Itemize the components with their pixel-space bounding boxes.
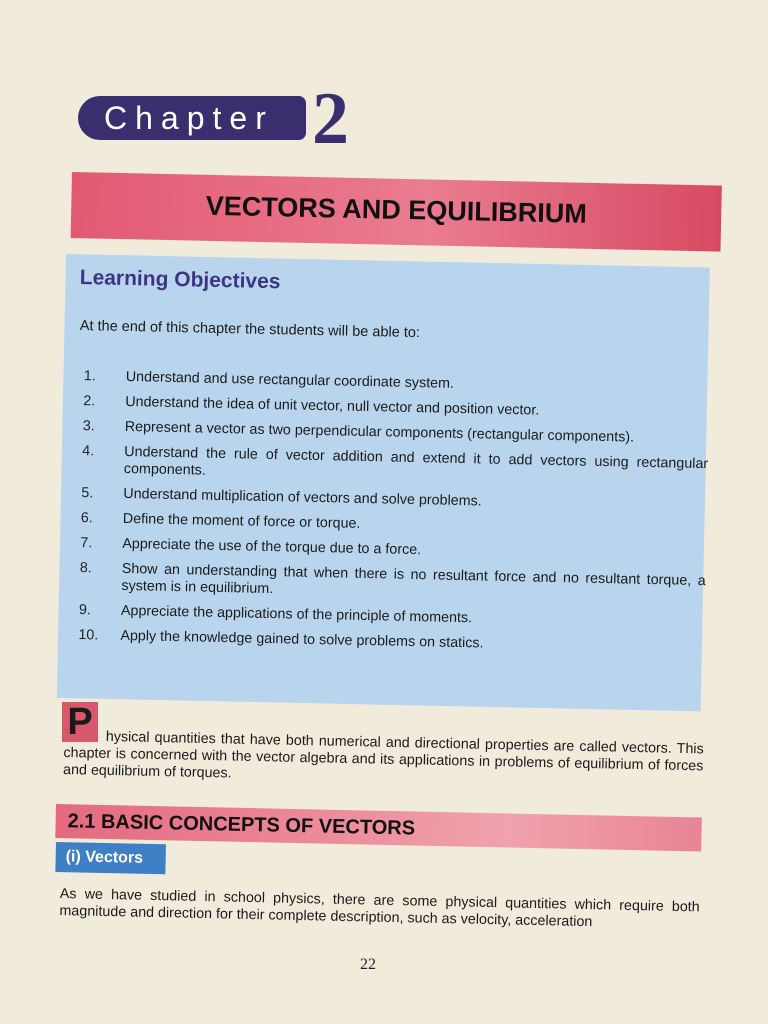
objective-text: Appreciate the use of the torque due to a force. (122, 535, 422, 559)
subsection-title: (i) Vectors (55, 842, 166, 874)
intro-paragraph (63, 728, 704, 792)
objective-item (79, 393, 709, 423)
objective-number: 10. (78, 627, 99, 644)
objective-number: 9. (78, 602, 92, 619)
objective-number: 2. (83, 393, 96, 410)
objective-number: 1. (83, 368, 96, 385)
objective-text: Appreciate the applications of the principle of moments. (120, 602, 473, 627)
objective-number: 7. (80, 535, 93, 552)
objective-number: 8. (79, 560, 92, 577)
objective-item (77, 485, 707, 515)
objective-item (75, 602, 705, 632)
objective-number: 4. (82, 443, 95, 460)
objectives-list (74, 368, 710, 665)
objective-text: Understand the idea of unit vector, null vector and position vector. (125, 393, 540, 419)
chapter-title: VECTORS AND EQUILIBRIUM (205, 190, 588, 229)
objective-text: Understand the rule of vector addition and extend it to add vectors using rectangular components. (123, 443, 709, 479)
objective-text: Understand multiplication of vectors and solve problems. (123, 485, 482, 510)
learning-objectives-intro: At the end of this chapter the students will be able to: (79, 318, 421, 342)
objective-text: Apply the knowledge gained to solve problems on statics. (120, 627, 484, 652)
objective-item (79, 418, 709, 448)
objective-number: 5. (81, 485, 94, 502)
section-title: 2.1 BASIC CONCEPTS OF VECTORS (67, 810, 416, 840)
objective-number: 6. (80, 510, 93, 527)
objective-item (75, 560, 706, 607)
chapter-title-banner (71, 172, 722, 252)
objective-text: Understand and use rectangular coordinate system. (125, 368, 455, 392)
page-number: 22 (360, 956, 376, 973)
objective-text: Define the moment of force or torque. (122, 510, 361, 532)
chapter-number: 2 (312, 78, 349, 160)
intro-paragraph-text: hysical quantities that have both numerical and directional properties are called vectors. This chapter is concerned with the vector algebra and its applications in problems of equilibrium of forces and equilibrium of torques. (62, 728, 704, 782)
dropcap-letter: P (62, 702, 98, 742)
chapter-label: Chapter (78, 96, 306, 140)
objective-item (74, 627, 704, 657)
objective-text: Show an understanding that when there is no resultant force and no resultant torque, a system is in equilibrium. (121, 560, 706, 598)
section-paragraph: As we have studied in school physics, there are some physical quantities which require both magnitude and direction for their complete description, such as velocity, acceleration (59, 886, 700, 931)
objective-number: 3. (82, 418, 95, 435)
objective-item (76, 535, 706, 565)
objective-item (78, 443, 709, 490)
learning-objectives-heading: Learning Objectives (79, 266, 281, 294)
objective-item (77, 510, 707, 540)
objective-text: Represent a vector as two perpendicular components (rectangular components). (124, 418, 635, 446)
